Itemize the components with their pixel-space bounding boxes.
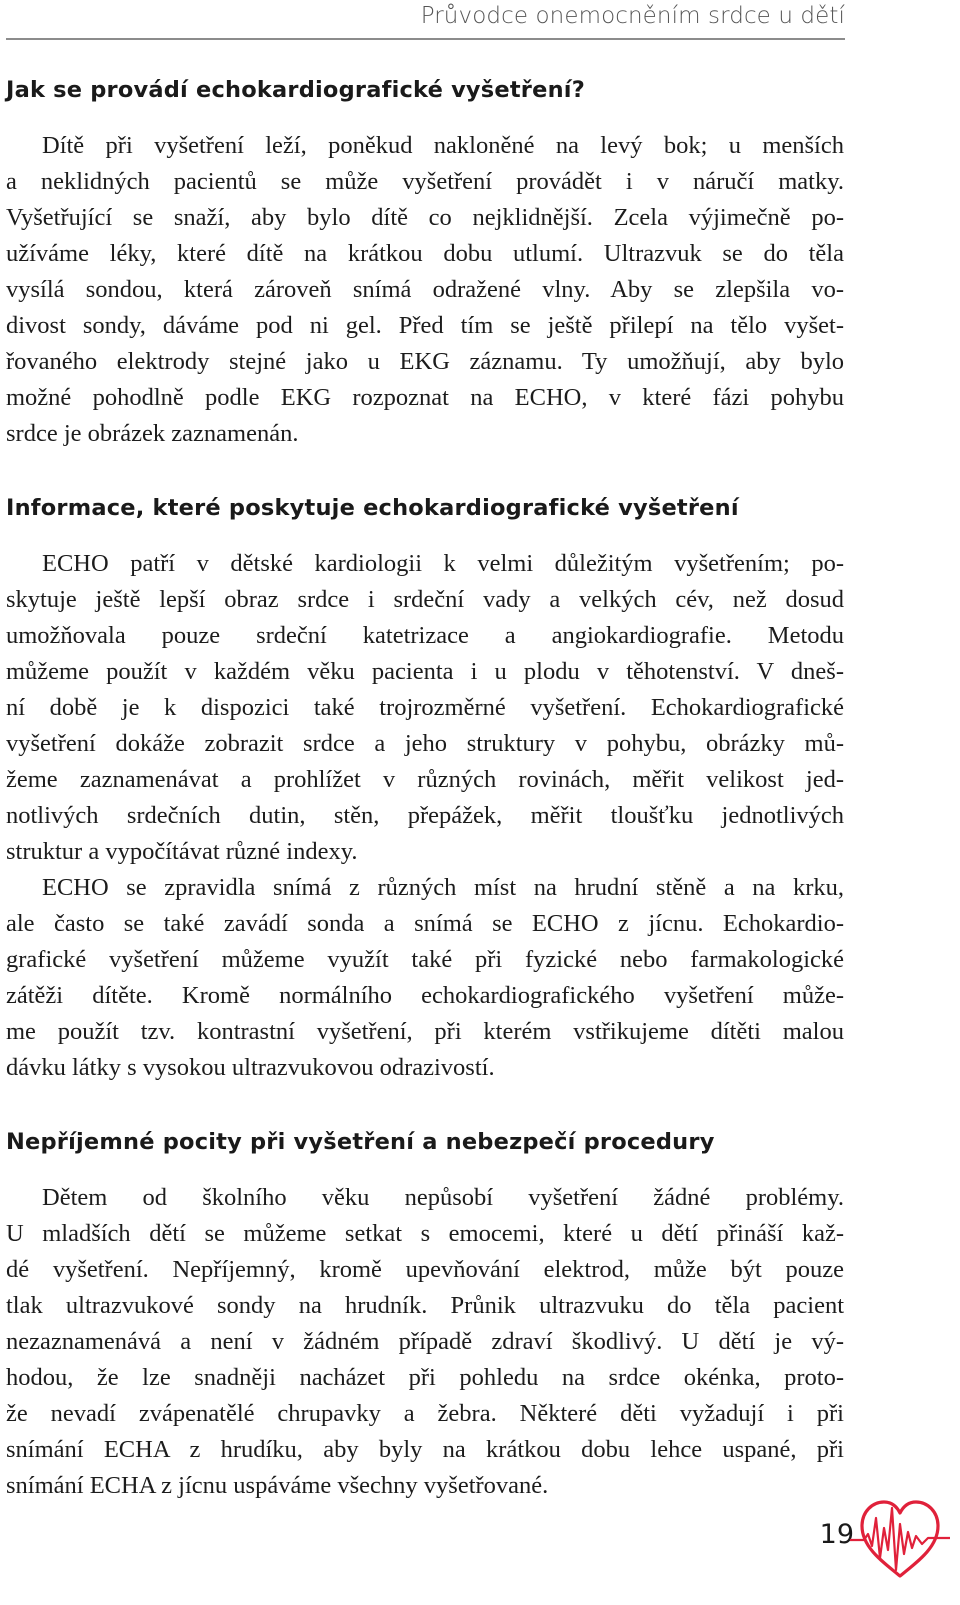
text-line: vysílá sondou, která zároveň snímá odražené vlny. Aby se zlepšila vo- bbox=[6, 276, 844, 303]
text-line: zátěži dítěte. Kromě normálního echokardiografického vyšetření může- bbox=[6, 982, 844, 1009]
text-line: nezaznamenává a není v žádném případě zdraví škodlivý. U dětí je vý- bbox=[6, 1328, 844, 1355]
text-line: dávku látky s vysokou ultrazvukovou odrazivostí. bbox=[6, 1054, 495, 1081]
text-line: užíváme léky, které dítě na krátkou dobu utlumí. Ultrazvuk se do těla bbox=[6, 240, 844, 267]
text-line: snímání ECHA z jícnu uspáváme všechny vyšetřované. bbox=[6, 1472, 549, 1499]
text-line: že nevadí zvápenatělé chrupavky a žebra. Některé děti vyžadují i při bbox=[6, 1400, 844, 1427]
text-line: umožňovala pouze srdeční katetrizace a angiokardiografie. Metodu bbox=[6, 622, 844, 649]
text-line: ECHO patří v dětské kardiologii k velmi důležitým vyšetřením; po- bbox=[42, 550, 844, 577]
page-content bbox=[6, 62, 844, 1504]
text-line: ale často se také zavádí sonda a snímá se ECHO z jícnu. Echokardio- bbox=[6, 910, 844, 937]
section-heading-echo-procedure: Jak se provádí echokardiografické vyšetření? bbox=[6, 77, 585, 103]
text-line: můžeme použít v každém věku pacienta i u plodu v těhotenství. V dneš- bbox=[6, 658, 844, 685]
text-line: dé vyšetření. Nepříjemný, kromě upevňování elektrod, může být pouze bbox=[6, 1256, 844, 1283]
text-line: vyšetření dokáže zobrazit srdce a jeho struktury v pohybu, obrázky mů- bbox=[6, 730, 844, 757]
text-line: hodou, že lze snadněji nacházet při pohledu na srdce okénka, proto- bbox=[6, 1364, 844, 1391]
section-heading-discomfort-risks: Nepříjemné pocity při vyšetření a nebezpečí procedury bbox=[6, 1129, 715, 1155]
text-line: grafické vyšetření můžeme využít také při fyzické nebo farmakologické bbox=[6, 946, 844, 973]
text-line: notlivých srdečních dutin, stěn, přepážek, měřit tloušťku jednotlivých bbox=[6, 802, 844, 829]
text-line: žeme zaznamenávat a prohlížet v různých rovinách, měřit velikost jed- bbox=[6, 766, 844, 793]
text-line: Dítě při vyšetření leží, poněkud nakloněné na levý bok; u menších bbox=[42, 132, 844, 159]
paragraph-echo-procedure bbox=[6, 128, 844, 452]
text-line: U mladších dětí se můžeme setkat s emocemi, které u dětí přináší kaž- bbox=[6, 1220, 844, 1247]
paragraph-echo-information-2 bbox=[6, 870, 844, 1086]
text-line: divost sondy, dáváme pod ni gel. Před tím se ještě přilepí na tělo vyšet- bbox=[6, 312, 844, 339]
text-line: Vyšetřující se snaží, aby bylo dítě co nejklidnější. Zcela výjimečně po- bbox=[6, 204, 844, 231]
text-line: možné pohodlně podle EKG rozpoznat na ECHO, v které fázi pohybu bbox=[6, 384, 844, 411]
paragraph-discomfort-risks bbox=[6, 1180, 844, 1504]
page-number: 19 bbox=[819, 1519, 854, 1550]
header-rule bbox=[6, 38, 845, 40]
text-line: a neklidných pacientů se může vyšetření provádět i v náručí matky. bbox=[6, 168, 844, 195]
text-line: me použít tzv. kontrastní vyšetření, při kterém vstřikujeme dítěti malou bbox=[6, 1018, 844, 1045]
running-header: Průvodce onemocněním srdce u dětí bbox=[420, 3, 845, 29]
text-line: tlak ultrazvukové sondy na hrudník. Průnik ultrazvuku do těla pacient bbox=[6, 1292, 844, 1319]
text-line: Dětem od školního věku nepůsobí vyšetření žádné problémy. bbox=[42, 1184, 844, 1211]
text-line: skytuje ještě lepší obraz srdce i srdeční vady a velkých cév, než dosud bbox=[6, 586, 844, 613]
text-line: ní době je k dispozici také trojrozměrné vyšetření. Echokardiografické bbox=[6, 694, 844, 721]
section-heading-echo-information: Informace, které poskytuje echokardiografické vyšetření bbox=[6, 495, 739, 521]
text-line: ECHO se zpravidla snímá z různých míst na hrudní stěně a na krku, bbox=[42, 874, 844, 901]
paragraph-echo-information-1 bbox=[6, 546, 844, 870]
text-line: struktur a vypočítávat různé indexy. bbox=[6, 838, 358, 865]
heart-ecg-icon bbox=[850, 1488, 950, 1588]
text-line: srdce je obrázek zaznamenán. bbox=[6, 420, 299, 447]
text-line: snímání ECHA z hrudíku, aby byly na krátkou dobu lehce uspané, při bbox=[6, 1436, 844, 1463]
text-line: řovaného elektrody stejné jako u EKG záznamu. Ty umožňují, aby bylo bbox=[6, 348, 844, 375]
